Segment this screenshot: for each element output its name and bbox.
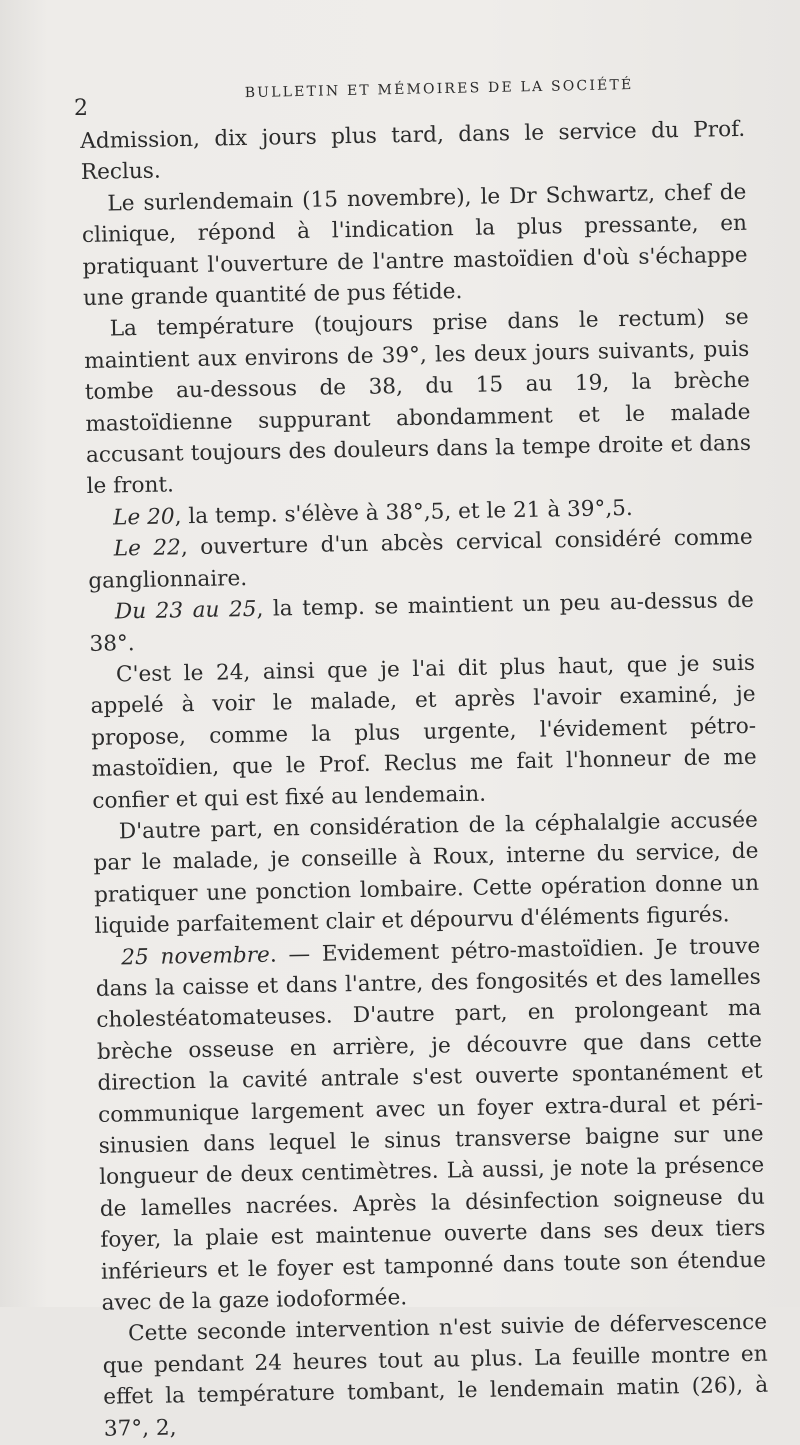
paragraph: 25 novembre. — Evidement pétro-mastoïdien. Je trouve dans la caisse et dans l'antre, des fongosités et des lamelles cholestéatomateuses. D'autre part, en prolongeant ma brèche osseuse en arrière, je découvre que dans cette direction la cavité antrale s'est ouverte spontanément et communique largement avec un foyer extra-dural et péri-sinusien dans lequel le sinus transverse baigne sur une longueur de deux centimètres. Là aussi, je note la présence de lamelles nacrées. Après la désinfection soigneuse du foyer, la plaie est maintenue ouverte dans ses deux tiers inférieurs et le foyer est tamponné dans toute son étendue avec de la gaze iodoformée. <box>95 933 767 1316</box>
paragraph: Cette seconde intervention n'est suivie de défervescence que pendant 24 heures tout au plus. La feuille montre en effet la température tombant, le lendemain matin (26), à 37°, 2, <box>102 1310 769 1442</box>
paragraph: Admission, dix jours plus tard, dans le service du Prof. Reclus. <box>80 116 746 186</box>
body-text <box>80 114 769 1445</box>
paragraph: La température (toujours prise dans le rectum) se maintient aux environs de 39°, les deux jours suivants, puis tombe au-dessous de 38, du 15 au 19, la brèche mastoïdienne suppurant abondamment et le malade accusant toujours des douleurs dans la tempe droite et dans le front. <box>84 305 752 500</box>
paragraph: Le surlendemain (15 novembre), le Dr Schwartz, chef de clinique, répond à l'indication la plus pressante, en pratiquant l'ouverture de l'antre mastoïdien d'où s'échappe une grande quantité de pus fétide. <box>81 179 748 312</box>
paragraph: Du 23 au 25, la temp. se maintient un peu au-dessus de 38°. <box>89 587 755 657</box>
paragraph: Le 22, ouverture d'un abcès cervical considéré comme ganglionnaire. <box>88 525 753 594</box>
paragraph: D'autre part, en considération de la céphalalgie accusée par le malade, je conseille à Roux, interne du service, de pratiquer une ponction lombaire. Cette opération donne un liquide parfaitement clair et dépourvu d'éléments figurés. <box>93 807 760 940</box>
page-number: 2 <box>74 96 88 121</box>
paragraph: C'est le 24, ainsi que je l'ai dit plus haut, que je suis appelé à voir le malade, et après l'avoir examiné, je propose, comme la plus urgente, l'évidement pétro-mastoïdien, que le Prof. Reclus me fait l'honneur de me confier et qui est fixé au lendemain. <box>90 650 757 814</box>
date-lead: Du 23 au 25 <box>114 596 257 625</box>
date-lead: Le 22 <box>113 535 182 562</box>
date-lead: Le 20 <box>112 504 175 531</box>
paragraph: Le 20, la temp. s'élève à 38°,5, et le 21 à 39°,5. <box>112 495 634 531</box>
date-lead: 25 novembre <box>121 942 271 970</box>
running-head: BULLETIN ET MÉMOIRES DE LA SOCIÉTÉ <box>244 77 634 102</box>
page-header <box>72 77 732 121</box>
